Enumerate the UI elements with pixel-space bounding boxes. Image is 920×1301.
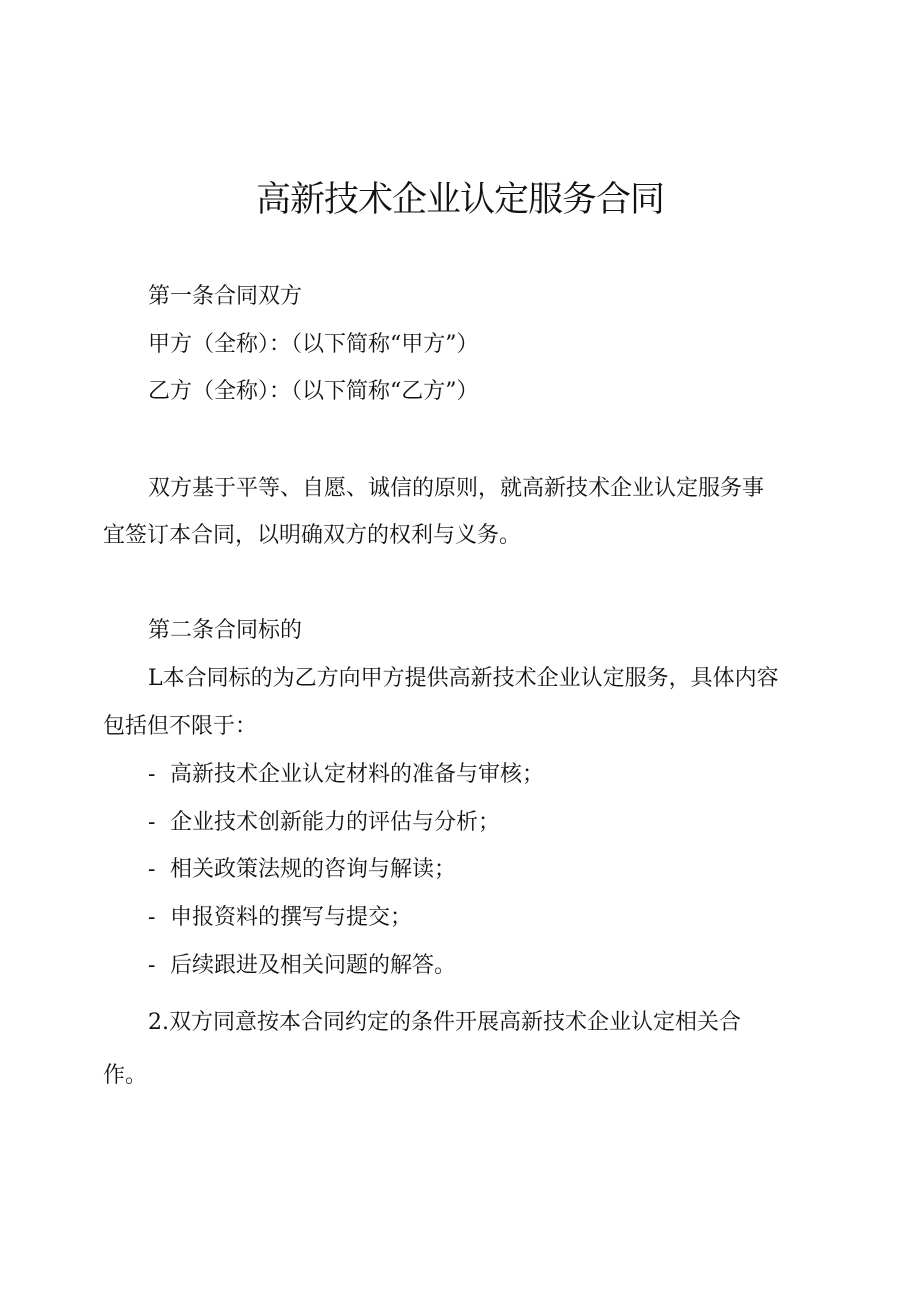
list-item-text: 企业技术创新能力的评估与分析；	[170, 810, 501, 835]
bullet-marker: -	[148, 810, 156, 835]
list-item-text: 高新技术企业认定材料的准备与审核；	[170, 762, 545, 787]
preamble-line-1: 双方基于平等、自愿、诚信的原则，就高新技术企业认定服务事	[148, 476, 765, 501]
clause1-line-2: 包括但不限于：	[103, 714, 258, 739]
list-item-text: 后续跟进及相关问题的解答。	[170, 953, 457, 978]
party-a-line: 甲方（全称）：（以下简称“甲方”）	[148, 332, 479, 357]
party-b-line: 乙方（全称）：（以下简称“乙方”）	[148, 379, 479, 404]
clause1-line-1: L本合同标的为乙方向甲方提供高新技术企业认定服务，具体内容	[148, 666, 779, 691]
list-item	[148, 903, 412, 933]
bullet-marker: -	[148, 762, 156, 787]
clause2-line-1: 2.双方同意按本合同约定的条件开展高新技术企业认定相关合	[148, 1010, 741, 1035]
list-item	[148, 760, 544, 790]
list-item	[148, 951, 456, 981]
bullet-marker: -	[148, 953, 156, 978]
list-item	[148, 855, 456, 885]
list-item-text: 申报资料的撰写与提交；	[170, 905, 413, 930]
clause2-line-2: 作。	[103, 1063, 148, 1088]
preamble-line-2: 宜签订本合同，以明确双方的权利与义务。	[103, 523, 522, 548]
article1-heading: 第一条合同双方	[148, 284, 303, 309]
bullet-marker: -	[148, 905, 156, 930]
article2-heading: 第二条合同标的	[148, 618, 303, 643]
bullet-marker: -	[148, 857, 156, 882]
list-item-text: 相关政策法规的咨询与解读；	[170, 857, 457, 882]
document-title: 高新技术企业认定服务合同	[255, 180, 664, 220]
list-item	[148, 808, 500, 838]
